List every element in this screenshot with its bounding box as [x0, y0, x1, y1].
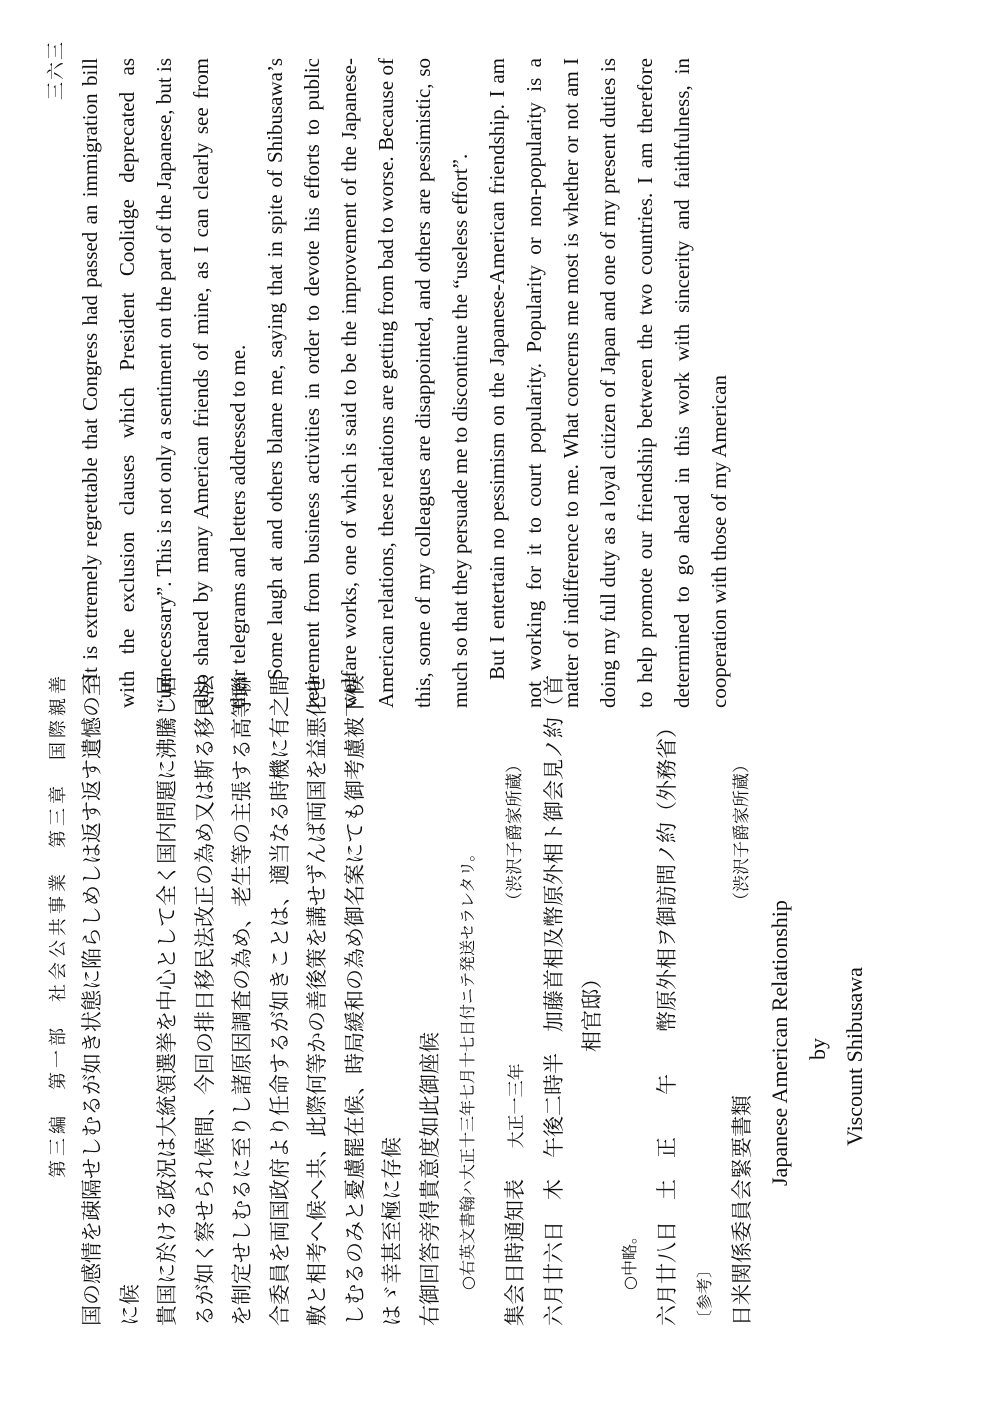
jp-line: るが如く察せられ候間、今回の排日移民法改正の為め又は斯る移民法 — [192, 675, 217, 1326]
english-paragraph: Some laugh at and others blame me, saying that in spite of Shibusawa’s retirement from business activities in order to devote his efforts to public welfare works, one of which is said to be the improvement of the Japanese-American relations, these relations are getting from bad to worse. Because of this, some of my colleagues are disappointed, and others are pessimistic, so much so that they persuade me to discontinue the “useless effort”. — [263, 58, 472, 708]
section-heading-row — [497, 756, 537, 1326]
omission-note: ○中略。 — [620, 1228, 639, 1290]
heading-date: 大正一三年 — [506, 1063, 527, 1149]
jp-line: に候 — [117, 1284, 142, 1326]
schedule-entry-continued: 相官邸） — [579, 968, 604, 1052]
jp-line: 右御回答旁得貴意度如此御座候 — [417, 1032, 442, 1326]
schedule-entry: 六月廿八日 土 正 午 幣原外相ヲ御訪問ノ約（外務省） — [654, 717, 679, 1326]
jp-line: 貴国に於ける政況は大統領選挙を中心として全く国内問題に沸騰し居 — [155, 675, 179, 1326]
section-heading: 日米関係委員会緊要書類 — [729, 1095, 754, 1326]
running-head: 第三編 第一部 社会公共事業 第三章 国際親善 — [48, 672, 69, 1178]
jp-line: を制定せしむるに至りし諸原因調査の為め、老生等の主張する高等聯 — [230, 675, 254, 1326]
jp-line: しむるのみと憂慮罷在候、時局緩和の為め御名案にても御考慮被下候 — [342, 675, 367, 1326]
section-heading: 集会日時通知表 — [502, 1179, 527, 1326]
section-heading-row — [724, 756, 762, 1326]
japanese-text-block — [74, 675, 874, 1326]
jp-line: はゞ幸甚至極に存候 — [380, 1137, 404, 1326]
reference-tag: 〔参考〕 — [695, 1261, 714, 1326]
schedule-entry: 六月廿六日 木 午後二時半 加藤首相及幣原外相ト御会見ノ約（首 — [542, 675, 566, 1326]
english-paragraph: But I entertain no pessimism on the Japanese-American friendship. I am not working for it to court popularity. Popularity or non-popularity is a matter of indifference to me. What concerns me most is whether or not am I doing my full duty as a loyal citizen of Japan and one of my present duties is to help promote our friendship between the two countries. I am therefore determined to go ahead in this work with sincerity and faithfulness, in cooperation with those of my American — [485, 58, 731, 708]
source-note: （渋沢子爵家所蔵） — [731, 756, 752, 909]
english-document-author: Viscount Shibusawa — [842, 967, 867, 1146]
page-number: 三六三 — [46, 40, 67, 100]
english-document-title: Japanese American Relationship — [767, 900, 792, 1186]
editorial-note: ○右英文書翰ハ大正十三年七月十七日付ニテ発送セラレタリ。 — [458, 845, 477, 1290]
source-note: （渋沢子爵家所蔵） — [504, 756, 525, 909]
jp-line: 国の感情を疎隔せしむるが如き状態に陥らしめしは返す返す遺憾の至 — [80, 675, 104, 1326]
jp-line: 合委員を両国政府より任命するが如きことは、適当なる時機に有之間 — [267, 675, 292, 1326]
english-text-block — [72, 58, 738, 708]
jp-line: 敷と相考へ候へ共、此際何等かの善後策を講せずんば両国を益悪化せ — [305, 675, 329, 1326]
english-document-by: by — [804, 1038, 830, 1060]
english-paragraph: It is extremely regrettable that Congress had passed an immigration bill with the exclusion clauses which President Coolidge deprecated as “unnecessary”. This is not only a sentiment on the part of the Japanese, but is also shared by many American friends of mine, as I can clearly see from their telegrams and letters addressed to me. — [78, 58, 250, 708]
